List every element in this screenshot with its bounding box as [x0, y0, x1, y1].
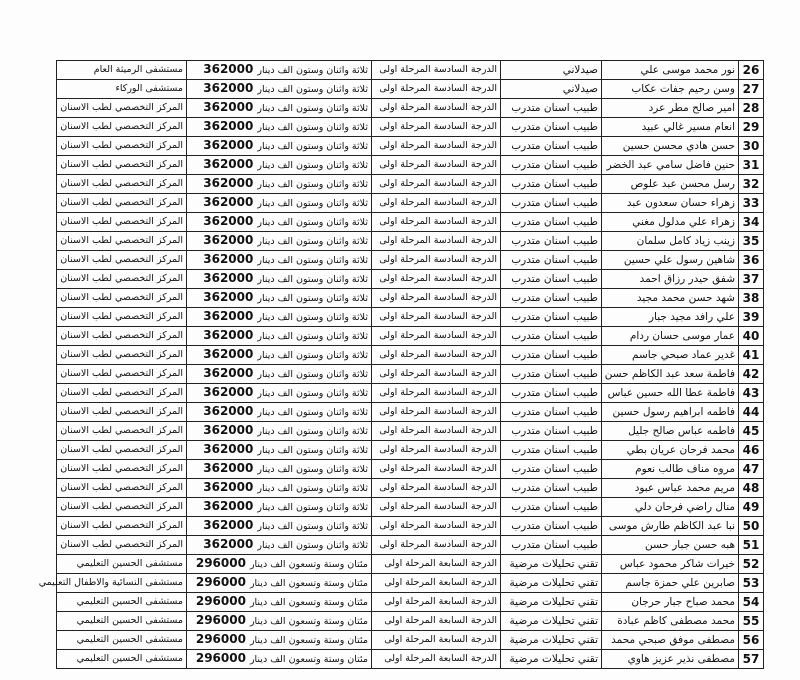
job-title: تقني تحليلات مرضية [501, 631, 602, 650]
row-number: 51 [739, 536, 764, 555]
salary-amount: 362000 [203, 366, 254, 380]
salary-amount: 362000 [203, 347, 254, 361]
salary-amount: 296000 [195, 651, 246, 665]
workplace: المركز التخصصي لطب الاسنان [57, 213, 187, 232]
salary-words: ثلاثة واثنان وستون الف دينار [257, 502, 368, 513]
employee-name: نور محمد موسى علي [602, 61, 739, 80]
table-row [57, 650, 764, 669]
job-grade: الدرجة السادسة المرحلة اولى [372, 498, 501, 517]
job-title: طبيب اسنان متدرب [501, 441, 602, 460]
job-title: تقني تحليلات مرضية [501, 555, 602, 574]
salary-cell [187, 251, 372, 270]
employee-name: شهد حسن محمد مجيد [602, 289, 739, 308]
employee-name: فاطمه ابراهيم رسول حسين [602, 403, 739, 422]
salary-amount: 362000 [203, 100, 254, 114]
row-number: 44 [739, 403, 764, 422]
salary-words: ثلاثة واثنان وستون الف دينار [257, 274, 368, 285]
job-grade: الدرجة السادسة المرحلة اولى [372, 61, 501, 80]
table-row [57, 536, 764, 555]
salary-cell [187, 61, 372, 80]
row-number: 49 [739, 498, 764, 517]
salary-cell [187, 498, 372, 517]
row-number: 29 [739, 118, 764, 137]
salary-amount: 362000 [203, 138, 254, 152]
row-number: 53 [739, 574, 764, 593]
row-number: 26 [739, 61, 764, 80]
salary-amount: 362000 [203, 537, 254, 551]
row-number: 32 [739, 175, 764, 194]
salary-words: ثلاثة واثنان وستون الف دينار [257, 160, 368, 171]
salary-cell [187, 365, 372, 384]
row-number: 30 [739, 137, 764, 156]
job-title: طبيب اسنان متدرب [501, 498, 602, 517]
job-title: تقني تحليلات مرضية [501, 650, 602, 669]
table-row [57, 175, 764, 194]
table-row [57, 308, 764, 327]
table-row [57, 517, 764, 536]
employee-name: شاهين رسول علي حسين [602, 251, 739, 270]
job-title: طبيب اسنان متدرب [501, 308, 602, 327]
salary-cell [187, 574, 372, 593]
job-title: طبيب اسنان متدرب [501, 270, 602, 289]
employee-name: عمار موسى حسان ردام [602, 327, 739, 346]
salary-amount: 362000 [203, 309, 254, 323]
job-title: طبيب اسنان متدرب [501, 194, 602, 213]
workplace: المركز التخصصي لطب الاسنان [57, 175, 187, 194]
salary-words: ثلاثة واثنان وستون الف دينار [257, 521, 368, 532]
job-title: طبيب اسنان متدرب [501, 536, 602, 555]
job-title: طبيب اسنان متدرب [501, 232, 602, 251]
table-row [57, 574, 764, 593]
job-title: طبيب اسنان متدرب [501, 365, 602, 384]
table-row [57, 384, 764, 403]
job-title: تقني تحليلات مرضية [501, 593, 602, 612]
salary-cell [187, 612, 372, 631]
workplace: مستشفى النسائية والاطفال التعليمي [57, 574, 187, 593]
workplace: المركز التخصصي لطب الاسنان [57, 422, 187, 441]
row-number: 55 [739, 612, 764, 631]
table-row [57, 441, 764, 460]
row-number: 45 [739, 422, 764, 441]
row-number: 46 [739, 441, 764, 460]
workplace: المركز التخصصي لطب الاسنان [57, 270, 187, 289]
salary-amount: 362000 [203, 423, 254, 437]
salary-words: مئتان وستة وتسعون الف دينار [249, 635, 368, 646]
workplace: المركز التخصصي لطب الاسنان [57, 365, 187, 384]
table-row [57, 137, 764, 156]
table-row [57, 593, 764, 612]
table-row [57, 365, 764, 384]
row-number: 54 [739, 593, 764, 612]
salary-amount: 362000 [203, 461, 254, 475]
employee-name: محمد مصطفى كاظم عبادة [602, 612, 739, 631]
job-grade: الدرجة السادسة المرحلة اولى [372, 270, 501, 289]
salary-cell [187, 213, 372, 232]
employee-name: مصطفى موفق صبحي محمد [602, 631, 739, 650]
table-row [57, 118, 764, 137]
job-title: طبيب اسنان متدرب [501, 479, 602, 498]
job-grade: الدرجة السادسة المرحلة اولى [372, 289, 501, 308]
salary-amount: 362000 [203, 442, 254, 456]
job-grade: الدرجة السادسة المرحلة اولى [372, 460, 501, 479]
salary-cell [187, 270, 372, 289]
workplace: المركز التخصصي لطب الاسنان [57, 403, 187, 422]
salary-amount: 296000 [195, 575, 246, 589]
salary-cell [187, 441, 372, 460]
salary-cell [187, 289, 372, 308]
salary-cell [187, 327, 372, 346]
employee-name: نبا عبد الكاظم طارش موسى [602, 517, 739, 536]
row-number: 52 [739, 555, 764, 574]
employee-name: مصطفى نذير عزيز هاوي [602, 650, 739, 669]
salary-words: ثلاثة واثنان وستون الف دينار [257, 464, 368, 475]
workplace: المركز التخصصي لطب الاسنان [57, 99, 187, 118]
workplace: المركز التخصصي لطب الاسنان [57, 251, 187, 270]
salary-amount: 362000 [203, 233, 254, 247]
salary-words: مئتان وستة وتسعون الف دينار [249, 559, 368, 570]
workplace: المركز التخصصي لطب الاسنان [57, 327, 187, 346]
salary-words: ثلاثة واثنان وستون الف دينار [257, 369, 368, 380]
job-grade: الدرجة السادسة المرحلة اولى [372, 137, 501, 156]
job-grade: الدرجة السادسة المرحلة اولى [372, 308, 501, 327]
workplace: مستشفى الحسين التعليمي [57, 555, 187, 574]
workplace: مستشفى الوركاء [57, 80, 187, 99]
salary-words: ثلاثة واثنان وستون الف دينار [257, 65, 368, 76]
employee-name: حسن هادي محسن حسين [602, 137, 739, 156]
employee-name: منال راضي فرحان دلي [602, 498, 739, 517]
job-title: صيدلاني [501, 61, 602, 80]
salary-words: ثلاثة واثنان وستون الف دينار [257, 426, 368, 437]
job-title: طبيب اسنان متدرب [501, 384, 602, 403]
salary-amount: 296000 [195, 613, 246, 627]
salary-words: ثلاثة واثنان وستون الف دينار [257, 217, 368, 228]
workplace: المركز التخصصي لطب الاسنان [57, 194, 187, 213]
row-number: 35 [739, 232, 764, 251]
row-number: 50 [739, 517, 764, 536]
salary-cell [187, 479, 372, 498]
row-number: 57 [739, 650, 764, 669]
workplace: مستشفى الحسين التعليمي [57, 650, 187, 669]
salary-amount: 362000 [203, 290, 254, 304]
employee-name: صابرين علي حمزة جاسم [602, 574, 739, 593]
salary-words: ثلاثة واثنان وستون الف دينار [257, 255, 368, 266]
workplace: المركز التخصصي لطب الاسنان [57, 156, 187, 175]
job-grade: الدرجة السادسة المرحلة اولى [372, 517, 501, 536]
row-number: 41 [739, 346, 764, 365]
salary-words: مئتان وستة وتسعون الف دينار [249, 597, 368, 608]
salary-amount: 362000 [203, 271, 254, 285]
salary-cell [187, 517, 372, 536]
salary-amount: 362000 [203, 176, 254, 190]
job-grade: الدرجة السادسة المرحلة اولى [372, 118, 501, 137]
workplace: مستشفى الرميثة العام [57, 61, 187, 80]
table-row [57, 213, 764, 232]
employee-name: فاطمة عطا الله حسين عباس [602, 384, 739, 403]
salary-amount: 362000 [203, 518, 254, 532]
salary-amount: 362000 [203, 385, 254, 399]
salary-words: ثلاثة واثنان وستون الف دينار [257, 331, 368, 342]
salary-amount: 362000 [203, 81, 254, 95]
table-row [57, 99, 764, 118]
job-grade: الدرجة السادسة المرحلة اولى [372, 251, 501, 270]
salary-cell [187, 99, 372, 118]
job-title: طبيب اسنان متدرب [501, 327, 602, 346]
workplace: المركز التخصصي لطب الاسنان [57, 536, 187, 555]
workplace: المركز التخصصي لطب الاسنان [57, 118, 187, 137]
job-grade: الدرجة السادسة المرحلة اولى [372, 327, 501, 346]
workplace: المركز التخصصي لطب الاسنان [57, 308, 187, 327]
salary-cell [187, 403, 372, 422]
salary-cell [187, 346, 372, 365]
salary-words: مئتان وستة وتسعون الف دينار [249, 578, 368, 589]
salary-amount: 362000 [203, 62, 254, 76]
salary-words: ثلاثة واثنان وستون الف دينار [257, 350, 368, 361]
job-grade: الدرجة السابعة المرحلة اولى [372, 574, 501, 593]
job-grade: الدرجة السادسة المرحلة اولى [372, 384, 501, 403]
employee-name: محمد صباح جبار حرجان [602, 593, 739, 612]
workplace: المركز التخصصي لطب الاسنان [57, 232, 187, 251]
salary-cell [187, 593, 372, 612]
salary-words: ثلاثة واثنان وستون الف دينار [257, 198, 368, 209]
row-number: 43 [739, 384, 764, 403]
table-row [57, 289, 764, 308]
row-number: 27 [739, 80, 764, 99]
row-number: 33 [739, 194, 764, 213]
table-row [57, 194, 764, 213]
row-number: 48 [739, 479, 764, 498]
job-title: طبيب اسنان متدرب [501, 156, 602, 175]
workplace: المركز التخصصي لطب الاسنان [57, 441, 187, 460]
job-grade: الدرجة السادسة المرحلة اولى [372, 422, 501, 441]
table-row [57, 61, 764, 80]
row-number: 38 [739, 289, 764, 308]
table-row [57, 479, 764, 498]
salary-words: ثلاثة واثنان وستون الف دينار [257, 141, 368, 152]
salary-cell [187, 156, 372, 175]
workplace: المركز التخصصي لطب الاسنان [57, 460, 187, 479]
job-grade: الدرجة السادسة المرحلة اولى [372, 346, 501, 365]
salary-cell [187, 137, 372, 156]
table-row [57, 631, 764, 650]
salary-amount: 296000 [195, 594, 246, 608]
workplace: المركز التخصصي لطب الاسنان [57, 498, 187, 517]
appointment-list-sheet [38, 60, 764, 669]
salary-words: ثلاثة واثنان وستون الف دينار [257, 388, 368, 399]
job-grade: الدرجة السابعة المرحلة اولى [372, 593, 501, 612]
salary-amount: 362000 [203, 480, 254, 494]
job-title: طبيب اسنان متدرب [501, 517, 602, 536]
row-number: 36 [739, 251, 764, 270]
salary-cell [187, 308, 372, 327]
salary-cell [187, 555, 372, 574]
table-row [57, 346, 764, 365]
job-title: طبيب اسنان متدرب [501, 213, 602, 232]
salary-cell [187, 384, 372, 403]
salary-words: ثلاثة واثنان وستون الف دينار [257, 179, 368, 190]
workplace: المركز التخصصي لطب الاسنان [57, 346, 187, 365]
table-row [57, 422, 764, 441]
row-number: 42 [739, 365, 764, 384]
row-number: 37 [739, 270, 764, 289]
table-row [57, 270, 764, 289]
salary-cell [187, 194, 372, 213]
job-grade: الدرجة السابعة المرحلة اولى [372, 612, 501, 631]
employee-name: محمد فرحان عريان بطي [602, 441, 739, 460]
table-row [57, 327, 764, 346]
job-title: طبيب اسنان متدرب [501, 118, 602, 137]
job-grade: الدرجة السابعة المرحلة اولى [372, 555, 501, 574]
job-grade: الدرجة السادسة المرحلة اولى [372, 365, 501, 384]
employee-name: خيرات شاكر محمود عباس [602, 555, 739, 574]
job-title: طبيب اسنان متدرب [501, 175, 602, 194]
job-grade: الدرجة السادسة المرحلة اولى [372, 232, 501, 251]
salary-amount: 296000 [195, 556, 246, 570]
salary-cell [187, 80, 372, 99]
salary-words: ثلاثة واثنان وستون الف دينار [257, 407, 368, 418]
salary-amount: 362000 [203, 499, 254, 513]
job-grade: الدرجة السادسة المرحلة اولى [372, 156, 501, 175]
job-grade: الدرجة السادسة المرحلة اولى [372, 536, 501, 555]
salary-amount: 362000 [203, 119, 254, 133]
row-number: 28 [739, 99, 764, 118]
job-title: طبيب اسنان متدرب [501, 289, 602, 308]
appointment-table [38, 60, 764, 669]
salary-words: مئتان وستة وتسعون الف دينار [249, 616, 368, 627]
table-row [57, 498, 764, 517]
employee-name: علي رافد مجيد جبار [602, 308, 739, 327]
job-grade: الدرجة السادسة المرحلة اولى [372, 175, 501, 194]
employee-name: شفق حيدر رزاق احمد [602, 270, 739, 289]
job-grade: الدرجة السادسة المرحلة اولى [372, 441, 501, 460]
salary-cell [187, 460, 372, 479]
salary-cell [187, 118, 372, 137]
job-title: طبيب اسنان متدرب [501, 403, 602, 422]
table-row [57, 251, 764, 270]
workplace: مستشفى الحسين التعليمي [57, 612, 187, 631]
employee-name: انعام مسير غالي عبيد [602, 118, 739, 137]
job-title: تقني تحليلات مرضية [501, 612, 602, 631]
table-row [57, 460, 764, 479]
job-title: طبيب اسنان متدرب [501, 99, 602, 118]
employee-name: زينب زياد كامل سلمان [602, 232, 739, 251]
employee-name: زهراء حسان سعدون عبد [602, 194, 739, 213]
job-grade: الدرجة السابعة المرحلة اولى [372, 650, 501, 669]
job-grade: الدرجة السادسة المرحلة اولى [372, 213, 501, 232]
table-row [57, 80, 764, 99]
salary-words: ثلاثة واثنان وستون الف دينار [257, 122, 368, 133]
employee-name: رسل محسن عبد علوص [602, 175, 739, 194]
employee-name: زهراء علي مدلول مغني [602, 213, 739, 232]
salary-amount: 296000 [195, 632, 246, 646]
salary-words: ثلاثة واثنان وستون الف دينار [257, 312, 368, 323]
workplace: المركز التخصصي لطب الاسنان [57, 289, 187, 308]
row-number: 47 [739, 460, 764, 479]
job-title: طبيب اسنان متدرب [501, 137, 602, 156]
workplace: المركز التخصصي لطب الاسنان [57, 517, 187, 536]
employee-name: مريم محمد عباس عبود [602, 479, 739, 498]
salary-amount: 362000 [203, 157, 254, 171]
row-number: 39 [739, 308, 764, 327]
salary-cell [187, 650, 372, 669]
job-grade: الدرجة السادسة المرحلة اولى [372, 194, 501, 213]
salary-cell [187, 175, 372, 194]
employee-name: امير صالح مطر عرد [602, 99, 739, 118]
workplace: مستشفى الحسين التعليمي [57, 593, 187, 612]
job-title: صيدلاني [501, 80, 602, 99]
employee-name: هبه حسن جبار حسن [602, 536, 739, 555]
employee-name: فاطمه عباس صالح جليل [602, 422, 739, 441]
table-row [57, 403, 764, 422]
table-row [57, 612, 764, 631]
salary-amount: 362000 [203, 214, 254, 228]
salary-amount: 362000 [203, 252, 254, 266]
employee-name: وسن رحيم جفات عكاب [602, 80, 739, 99]
job-grade: الدرجة السادسة المرحلة اولى [372, 80, 501, 99]
salary-words: ثلاثة واثنان وستون الف دينار [257, 236, 368, 247]
table-row [57, 232, 764, 251]
job-grade: الدرجة السادسة المرحلة اولى [372, 99, 501, 118]
job-title: طبيب اسنان متدرب [501, 346, 602, 365]
salary-amount: 362000 [203, 195, 254, 209]
salary-words: ثلاثة واثنان وستون الف دينار [257, 103, 368, 114]
employee-name: مروه مناف طالب نعوم [602, 460, 739, 479]
salary-cell [187, 232, 372, 251]
salary-words: ثلاثة واثنان وستون الف دينار [257, 293, 368, 304]
row-number: 31 [739, 156, 764, 175]
table-row [57, 156, 764, 175]
row-number: 40 [739, 327, 764, 346]
salary-words: ثلاثة واثنان وستون الف دينار [257, 483, 368, 494]
salary-amount: 362000 [203, 328, 254, 342]
table-row [57, 555, 764, 574]
job-title: طبيب اسنان متدرب [501, 422, 602, 441]
job-title: طبيب اسنان متدرب [501, 251, 602, 270]
employee-name: حنين فاضل سامي عبد الخضر [602, 156, 739, 175]
job-title: تقني تحليلات مرضية [501, 574, 602, 593]
workplace: المركز التخصصي لطب الاسنان [57, 384, 187, 403]
salary-amount: 362000 [203, 404, 254, 418]
salary-words: مئتان وستة وتسعون الف دينار [249, 654, 368, 665]
job-grade: الدرجة السادسة المرحلة اولى [372, 403, 501, 422]
salary-cell [187, 536, 372, 555]
workplace: المركز التخصصي لطب الاسنان [57, 137, 187, 156]
employee-name: فاطمة سعد عبد الكاظم حسن [602, 365, 739, 384]
salary-words: ثلاثة واثنان وستون الف دينار [257, 445, 368, 456]
salary-words: ثلاثة واثنان وستون الف دينار [257, 540, 368, 551]
job-grade: الدرجة السابعة المرحلة اولى [372, 631, 501, 650]
salary-cell [187, 422, 372, 441]
job-grade: الدرجة السادسة المرحلة اولى [372, 479, 501, 498]
employee-name: غدير عماد صبحي جاسم [602, 346, 739, 365]
salary-words: ثلاثة واثنان وستون الف دينار [257, 84, 368, 95]
row-number: 34 [739, 213, 764, 232]
workplace: مستشفى الحسين التعليمي [57, 631, 187, 650]
salary-cell [187, 631, 372, 650]
job-title: طبيب اسنان متدرب [501, 460, 602, 479]
workplace: المركز التخصصي لطب الاسنان [57, 479, 187, 498]
row-number: 56 [739, 631, 764, 650]
